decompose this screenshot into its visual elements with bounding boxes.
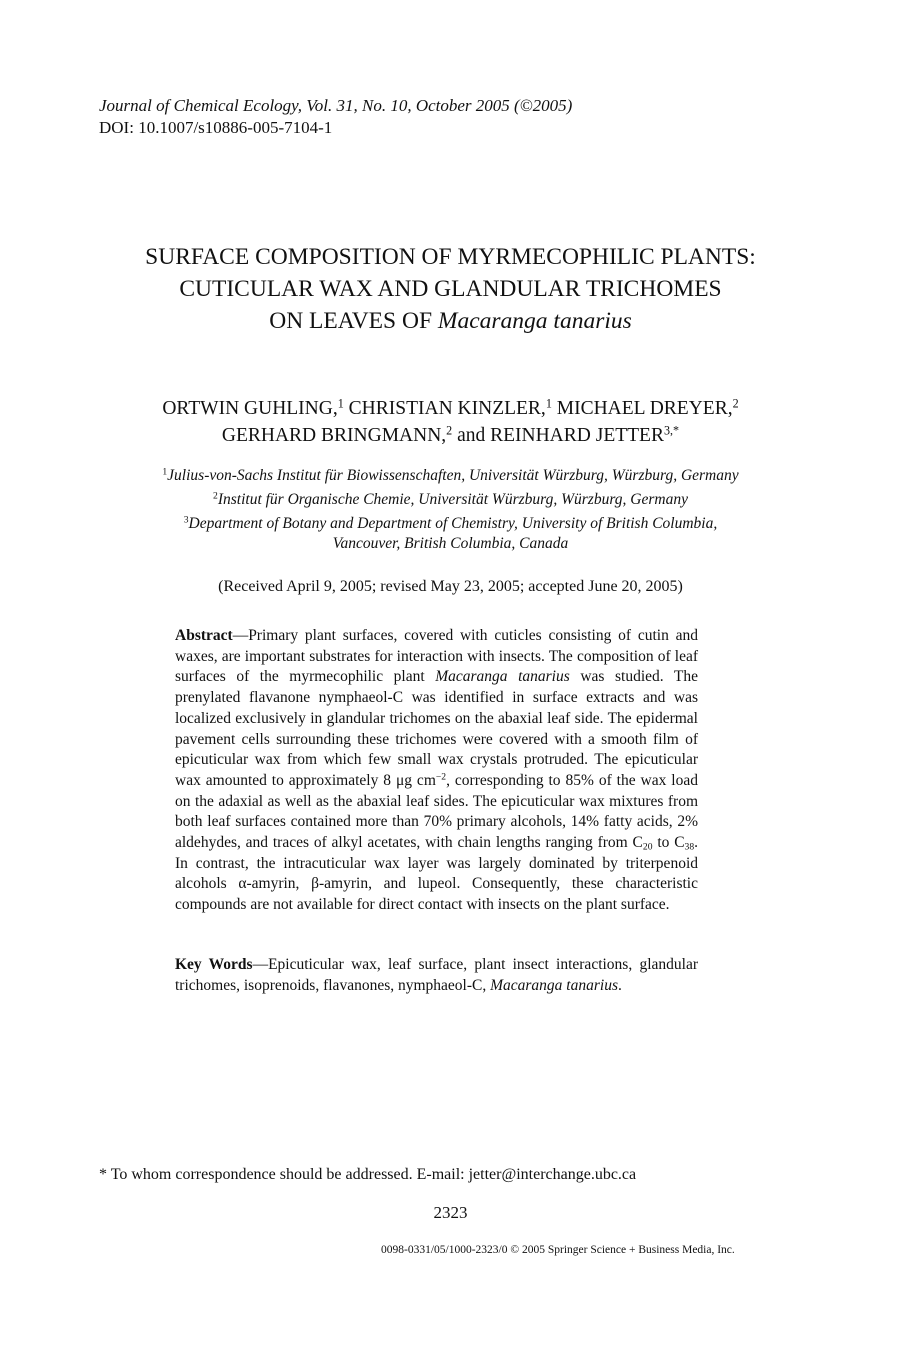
author-4: GERHARD BRINGMANN, [221, 425, 447, 446]
author-2: CHRISTIAN KINZLER, [348, 398, 546, 419]
author-2-affil: 1 [545, 396, 552, 411]
author-conjunction: and [457, 425, 486, 446]
abstract-text-5: . In contrast, the intracuticular wax layer was largely dominated by triterpenoid alcohols α-amyrin, β-amyrin, and lupeol. Consequently, these characteristic compounds are not available for direct contact with insects on the plant surface. [175, 834, 698, 914]
abstract-text-1: —Primary plant surfaces, covered with cuticles consisting of cutin and waxes, are important substrates for interaction with insects. The composition of leaf surfaces of the myrmecophilic plant [175, 627, 698, 686]
doi[interactable]: DOI: 10.1007/s10886-005-7104-1 [99, 118, 333, 137]
abstract-subscript-1: 20 [642, 841, 653, 853]
abstract-text-3: , corresponding to 85% of the wax load on the adaxial as well as the abaxial leaf sides. The epicuticular wax mixtures from both leaf surfaces contained more than 70% primary alcohols, 14% fatty acids, 2% aldehydes, and traces of alkyl acetates, with chain lengths ranging from C [175, 771, 698, 852]
abstract-exponent: −2 [435, 771, 447, 783]
received-dates: (Received April 9, 2005; revised May 23, 2005; accepted June 20, 2005) [218, 578, 683, 595]
title-line-3 [60, 305, 841, 337]
title-line-1: SURFACE COMPOSITION OF MYRMECOPHILIC PLANTS: [145, 244, 756, 270]
affiliation-3 [60, 514, 841, 554]
author-3-affil: 2 [732, 396, 739, 411]
author-1: ORTWIN GUHLING, [162, 398, 338, 419]
keywords-text: —Epicuticular wax, leaf surface, plant insect interactions, glandular trichomes, isoprenoids, flavanones, nymphaeol-C, [175, 956, 698, 994]
affiliation-2-text: Institut für Organische Chemie, Universität Würzburg, Würzburg, Germany [217, 491, 688, 508]
author-list [60, 395, 841, 449]
abstract-text-2: was studied. The prenylated flavanone nymphaeol-C was identified in surface extracts and was localized exclusively in glandular trichomes on the abaxial leaf side. The epidermal pavement cells surrounding these trichomes were covered with a smooth film of epicuticular wax from which few small wax crystals protruded. The epicuticular wax amounted to approximately 8 μg cm [175, 668, 699, 789]
affiliation-2 [60, 490, 841, 510]
abstract-heading: Abstract [175, 627, 233, 644]
correspondence-footnote: * To whom correspondence should be addressed. E-mail: jetter@interchange.ubc.ca [99, 1166, 637, 1183]
abstract-subscript-2: 38 [684, 841, 695, 853]
abstract-species: Macaranga tanarius [435, 668, 570, 686]
author-1-affil: 1 [337, 396, 344, 411]
affiliation-1-number: 1 [162, 466, 168, 478]
affiliation-1-text: Julius-von-Sachs Institut für Biowissenschaften, Universität Würzburg, Würzburg, Germany [167, 467, 739, 484]
affiliation-3-text: Department of Botany and Department of Chemistry, University of British Columbia, [188, 515, 718, 532]
affiliation-3-text-line-2: Vancouver, British Columbia, Canada [332, 535, 569, 552]
keywords-end: . [617, 976, 622, 994]
affiliation-2-number: 2 [213, 490, 218, 502]
page-number: 2323 [433, 1203, 468, 1222]
author-4-affil: 2 [446, 423, 453, 438]
affiliation-3-number: 3 [183, 514, 189, 526]
keywords-heading: Key Words [175, 956, 253, 973]
author-5: REINHARD JETTER [490, 425, 664, 446]
author-5-affil: 3,* [663, 423, 680, 438]
keywords-species: Macaranga tanarius [490, 976, 618, 994]
title-line-3-prefix: ON LEAVES OF [269, 308, 433, 334]
abstract [175, 626, 698, 916]
title-species: Macaranga tanarius [437, 308, 632, 334]
keywords [175, 955, 698, 996]
abstract-text-4: to C [652, 834, 685, 852]
journal-citation: Journal of Chemical Ecology, Vol. 31, No. 10, October 2005 (©2005) [99, 96, 573, 115]
paper-title [60, 241, 841, 337]
affiliation-1 [60, 466, 841, 486]
affiliations [60, 466, 841, 554]
copyright-line: 0098-0331/05/1000-2323/0 © 2005 Springer Science + Business Media, Inc. [381, 1244, 735, 1256]
title-line-2: CUTICULAR WAX AND GLANDULAR TRICHOMES [179, 276, 722, 302]
author-3: MICHAEL DREYER, [556, 398, 733, 419]
